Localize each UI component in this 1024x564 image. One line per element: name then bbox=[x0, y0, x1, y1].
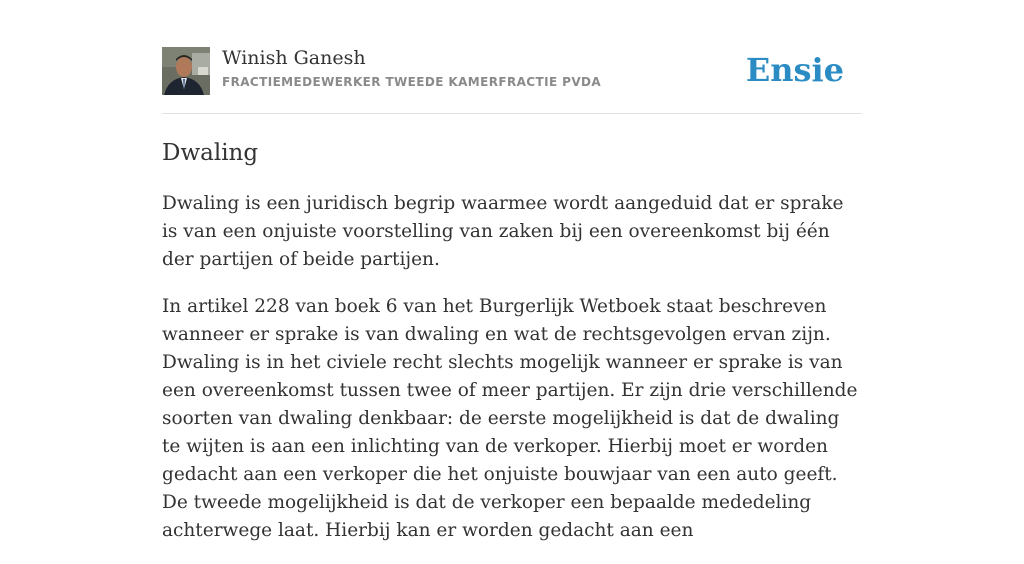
author-header bbox=[162, 46, 862, 96]
article-paragraph: In artikel 228 van boek 6 van het Burgerlijk Wetboek staat beschreven wanneer er sprake is van dwaling en wat de rechtsgevolgen ervan zijn. Dwaling is in het civiele recht slechts mogelijk wanneer er sprake is van een overeenkomst tussen twee of meer partijen. Er zijn drie verschillende soorten van dwaling denkbaar: de eerste mogelijkheid is dat de dwaling te wijten is aan een inlichting van de verkoper. Hierbij moet er worden gedacht aan een verkoper die het onjuiste bouwjaar van een auto geeft. De tweede mogelijkheid is dat de verkoper een bepaalde mededeling achterwege laat. Hierbij kan er worden gedacht aan een bbox=[162, 296, 858, 541]
author-role: FRACTIEMEDEWERKER TWEEDE KAMERFRACTIE PVDA bbox=[222, 75, 602, 89]
header-divider bbox=[162, 113, 862, 114]
brand-logo[interactable]: Ensie bbox=[745, 51, 844, 89]
avatar[interactable] bbox=[162, 47, 210, 95]
article-title: Dwaling bbox=[162, 140, 259, 166]
article-paragraph: Dwaling is een juridisch begrip waarmee wordt aangeduid dat er sprake is van een onjuiste voorstelling van zaken bij een overeenkomst bij één der partijen of beide partijen. bbox=[162, 193, 844, 270]
avatar-photo bbox=[162, 47, 210, 95]
author-name[interactable]: Winish Ganesh bbox=[222, 47, 366, 69]
article-body bbox=[162, 190, 862, 564]
